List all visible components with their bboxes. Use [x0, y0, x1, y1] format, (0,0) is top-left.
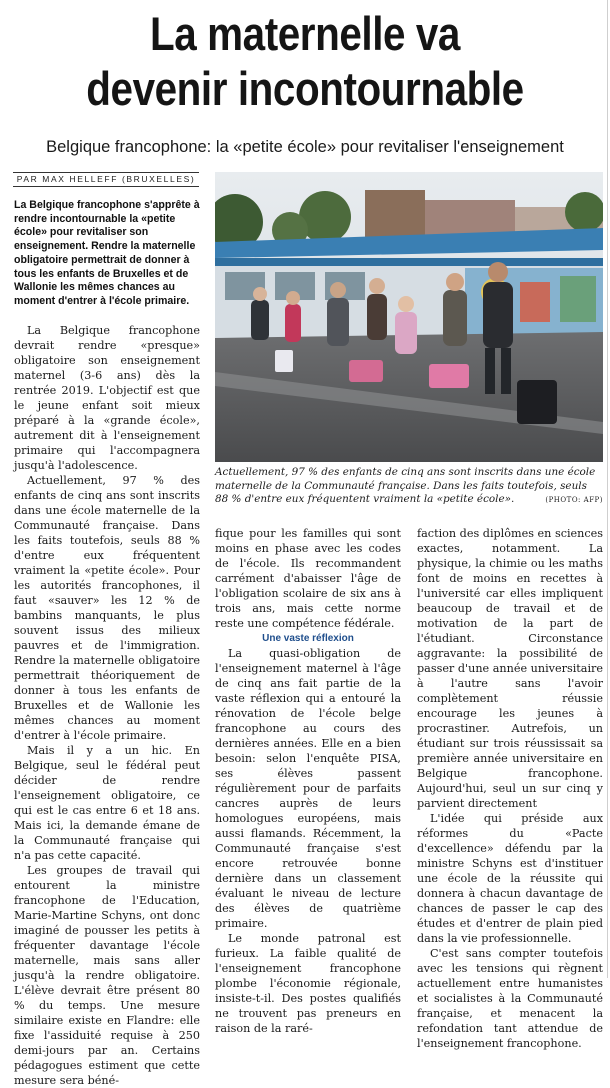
photo-caption — [215, 466, 603, 508]
text-column-3 — [417, 526, 603, 1051]
photo-credit: (PHOTO: AFP) — [545, 496, 603, 505]
photo-illustration — [215, 172, 603, 462]
caption-text: Actuellement, 97 % des enfants de cinq ans sont inscrits dans une école maternelle de la Communauté française. Dans les faits toutefois, seuls 88 % d'entre eux fréquentent vraiment la «petite école». — [215, 466, 596, 506]
subheadline: Belgique francophone: la «petite école» pour revitaliser l'enseignement — [46, 138, 564, 156]
paragraph: Le monde patronal est furieux. La faible qualité de l'enseignement francophone plombe l'économie régionale, insiste-t-il. Des postes qualifiés ne trouvent pas preneurs en raison de la raré- — [215, 932, 401, 1035]
text-column-2 — [215, 526, 401, 1036]
paragraph: Mais il y a un hic. En Belgique, seul le fédéral peut décider de rendre l'enseignement obligatoire, ce qui est le cas entre 6 et 18 ans. Mais ici, la demande émane de la Communauté française qui n'a pas cette capacité. — [14, 744, 200, 862]
text-column-1 — [14, 323, 200, 1088]
headline-line-2: devenir incontournable — [86, 62, 524, 115]
byline: PAR MAX HELLEFF (BRUXELLES) — [13, 172, 199, 187]
paragraph: C'est sans compter toutefois avec les tensions qui règnent actuellement entre humanistes et socialistes à la Communauté française, et menacent la refondation tant attendue de l'enseignement francophone. — [417, 947, 603, 1050]
paragraph: Les groupes de travail qui entourent la ministre francophone de l'Education, Marie-Martine Schyns, ont donc imaginé de pousser les petits à fréquenter davantage l'école maternelle, mais sans aller jusqu'à la rendre obligatoire. L'élève devrait être présent 80 % du temps. Une mesure similaire existe en Flandre: elle fixe l'assiduité requise à 250 demi-jours par an. Certains pédagogues estiment que cette mesure sera béné- — [14, 864, 200, 1087]
lead-paragraph: La Belgique francophone s'apprête à rendre incontournable la «petite école» pour revitaliser son enseignement. Rendre la maternelle obligatoire permettrait de donner à tous les enfants de Bruxelles et de Wallonie les mêmes chances au moment d'entrer à l'école primaire. — [14, 199, 200, 307]
headline-line-1: La maternelle va — [150, 7, 460, 60]
paragraph: fique pour les familles qui sont moins en phase avec les codes de l'école. Ils recommandent carrément d'abaisser l'âge de l'obligation scolaire de six ans à trois ans, mais cette norme reste une compétence fédérale. — [215, 527, 401, 630]
paragraph: La Belgique francophone devrait rendre «presque» obligatoire son enseignement maternel (3-6 ans) dès la rentrée 2019. L'objectif est que le jeune enfant soit mieux préparé à la «grande école», autrement dit à l'enseignement primaire qui l'accompagnera jusqu'à l'adolescence. — [14, 324, 200, 472]
intertitle: Une vaste réflexion — [262, 633, 354, 644]
paragraph: Actuellement, 97 % des enfants de cinq ans sont inscrits dans une école maternelle de la Communauté française. Dans les faits toutefois, seuls 88 % d'entre eux fréquentent vraiment la «petite école». Pour les autorités francophones, il faut «sauver» les 12 % de bambins manquants, le plus souvent issus des milieux pauvres et de l'immigration. Rendre la maternelle obligatoire permettrait théoriquement de donner à tous les enfants de Bruxelles et de Wallonie les mêmes chances au moment d'entrer à l'école primaire. — [14, 474, 200, 742]
paragraph: faction des diplômes en sciences exactes, notamment. La physique, la chimie ou les maths font de moins en recettes à l'université car elles impliquent beaucoup de travail et de motivation de la part de l'étudiant. Circonstance aggravante: la possibilité de passer d'une année universitaire à l'autre sans l'avoir complètement réussie encourage les jeunes à procrastiner. Autrefois, un étudiant sur trois réussissait sa première année universitaire en Belgique francophone. Aujourd'hui, seul un sur cinq y parvient directement — [417, 527, 603, 810]
headline — [43, 6, 568, 116]
article-photo — [215, 172, 603, 462]
paragraph: La quasi-obligation de l'enseignement maternel à l'âge de cinq ans fait partie de la vaste réflexion qui a entouré la rénovation de l'école belge francophone au cours des dernières années. Elle en a bien besoin: selon l'enquête PISA, ses élèves passent régulièrement pour de parfaits cancres auprès de leurs homologues européens, mais aussi flamands. Récemment, la Communauté française s'est encore retrouvée bonne dernière dans un classement évaluant le niveau de lecture des élèves de quatrième primaire. — [215, 647, 401, 930]
paragraph: L'idée qui préside aux réformes du «Pacte d'excellence» défendu par la ministre Schyns est d'instituer une école de la réussite qui donnera à chacun davantage de chances de passer le cap des études et d'entrer de plain pied dans la vie professionnelle. — [417, 812, 603, 945]
